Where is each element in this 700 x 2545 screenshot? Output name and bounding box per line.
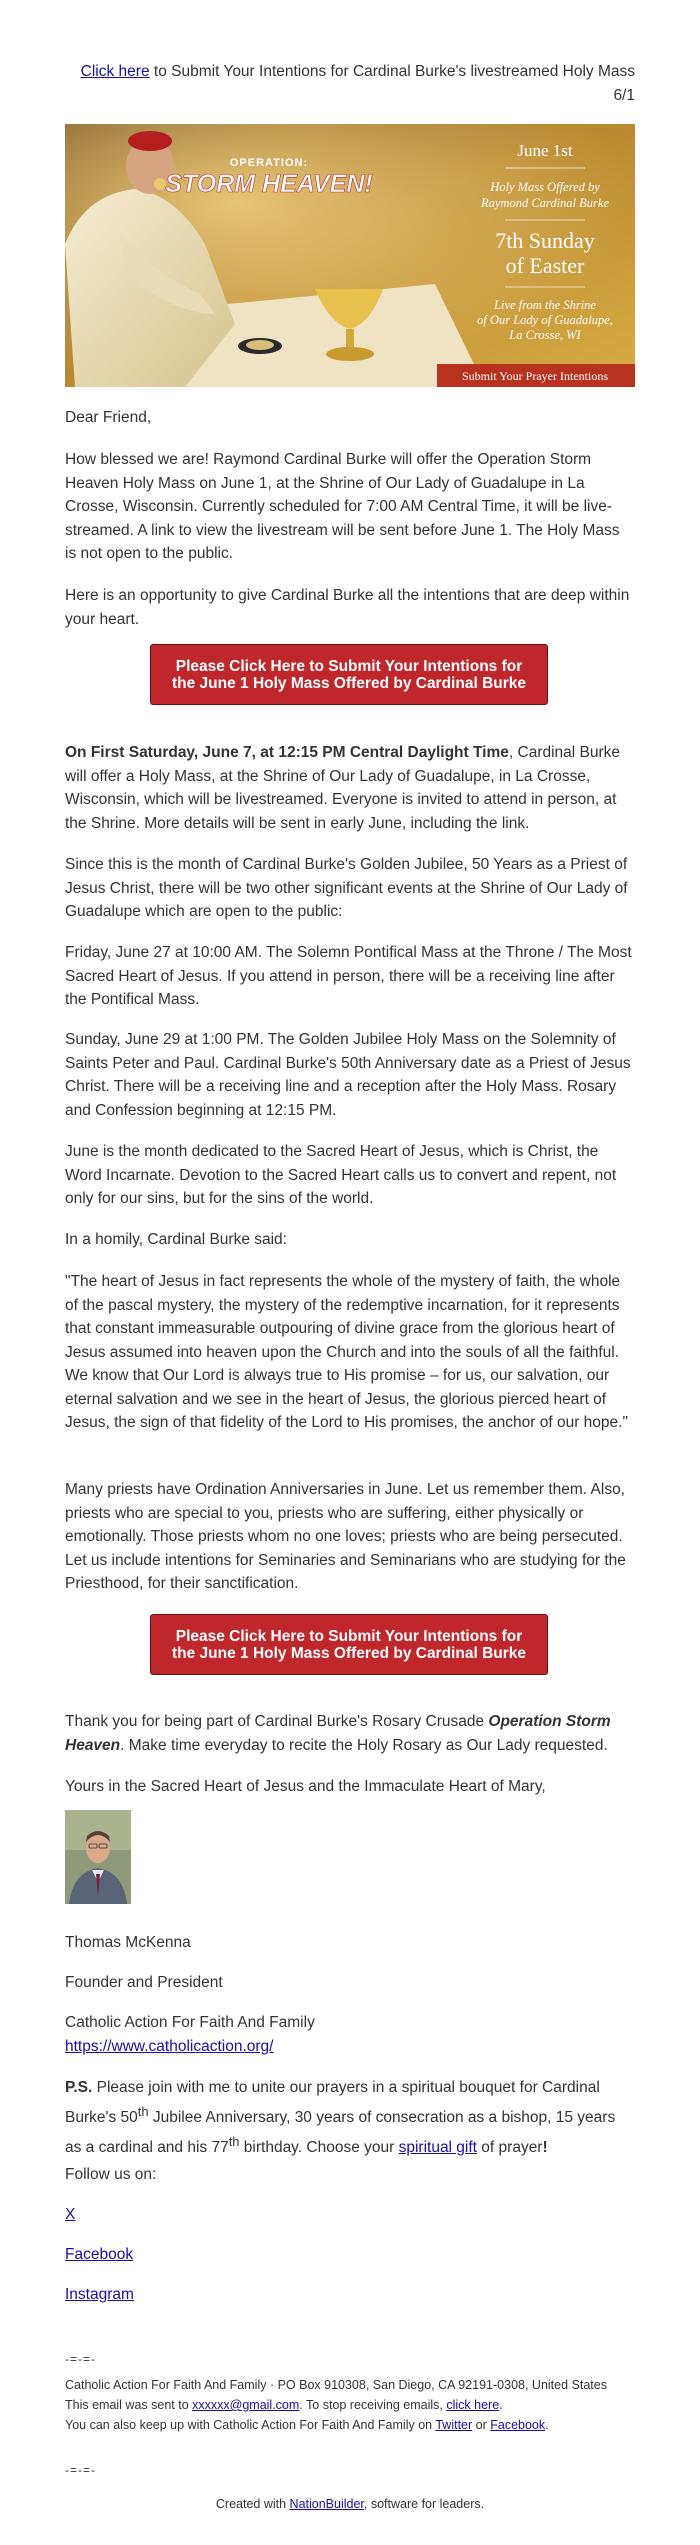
- banner-cta-text: Submit Your Prayer Intentions: [461, 369, 609, 383]
- x-link[interactable]: X: [65, 2206, 76, 2223]
- intro-line: [65, 60, 635, 108]
- avatar-photo: [65, 1810, 131, 1904]
- footer-or: or: [472, 2418, 491, 2432]
- banner-sunday-line2: of Easter: [505, 253, 585, 278]
- ps-sup-2: th: [228, 2134, 240, 2150]
- follow-us-label: Follow us on:: [65, 2166, 157, 2183]
- ps-text-2: Jubilee Anniversary, 30 years of consecration as a bishop, 15 years as a cardinal and his 77: [65, 2109, 616, 2157]
- paragraph-livestream: How blessed we are! Raymond Cardinal Burke will offer the Operation Storm Heaven Holy Mass on June 1, at the Shrine of Our Lady of Guadalupe in La Crosse, Wisconsin. Currently scheduled for 7:00 AM Central Time, it will be live-streamed. A link to view the livestream will be sent before June 1. The Holy Mass is not open to the public.: [65, 451, 620, 562]
- paragraph-sacred-heart: June is the month dedicated to the Sacred Heart of Jesus, which is Christ, the Word Incarnate. Devotion to the Sacred Heart calls us to convert and repent, not only for our sins, but for the sins of the world.: [65, 1143, 617, 1207]
- paragraph-opportunity: Here is an opportunity to give Cardinal Burke all the intentions that are deep within your heart.: [65, 587, 630, 628]
- banner-sunday-line1: 7th Sunday: [495, 228, 595, 253]
- banner-date: June 1st: [517, 141, 573, 160]
- footer-sent-end: .: [499, 2398, 503, 2412]
- banner-live-line3: La Crosse, WI: [509, 328, 581, 342]
- instagram-link[interactable]: Instagram: [65, 2286, 134, 2303]
- ps-sup-1: th: [137, 2104, 149, 2119]
- paragraph-closing: Yours in the Sacred Heart of Jesus and the Immaculate Heart of Mary,: [65, 1778, 546, 1795]
- submit-intentions-button-1[interactable]: Please Click Here to Submit Your Intentions for the June 1 Holy Mass Offered by Cardinal Burke: [150, 644, 548, 705]
- footer-credit: [0, 2497, 700, 2511]
- unsubscribe-link[interactable]: click here: [446, 2398, 500, 2412]
- paragraph-june-27: Friday, June 27 at 10:00 AM. The Solemn Pontifical Mass at the Throne / The Most Sacred Heart of Jesus. If you attend in person, there will be a receiving line after the Pontifical Mass.: [65, 944, 632, 1008]
- paragraph-golden-jubilee: Since this is the month of Cardinal Burke's Golden Jubilee, 50 Years as a Priest of Jesus Christ, there will be two other significant events at the Shrine of Our Lady of Guadalupe which are open to the public:: [65, 856, 628, 920]
- footer-keep-up-line: [65, 2415, 635, 2435]
- banner-holy-mass-line2: Raymond Cardinal Burke: [481, 196, 609, 210]
- spiritual-gift-link[interactable]: spiritual gift: [398, 2139, 477, 2157]
- footer-sent-pre: This email was sent to: [65, 2398, 193, 2412]
- postscript: [65, 2076, 635, 2160]
- nationbuilder-link[interactable]: NationBuilder: [289, 2497, 364, 2511]
- footer-separator-bottom: -=-=-: [65, 2463, 97, 2477]
- signature-org: Catholic Action For Faith And Family: [65, 2014, 315, 2031]
- follow-x-row: [65, 2203, 635, 2227]
- banner-live-line2: of Our Lady of Guadalupe,: [477, 313, 613, 327]
- paragraph-thank-you: [65, 1710, 635, 1757]
- credit-pre: Created with: [215, 2497, 290, 2511]
- signature-name: Thomas McKenna: [65, 1934, 191, 1951]
- paragraph-ordination: Many priests have Ordination Anniversaries in June. Let us remember them. Also, priests who are special to you, priests who are suffering, either physically or emotionally. Those priests whom no one loves; priests who are being persecuted. Let us include intentions for Seminaries and Seminarians who are studying for the Priesthood, for their sanctification.: [65, 1481, 626, 1592]
- signature-org-block: [65, 2011, 635, 2058]
- paragraph-homily-intro: In a homily, Cardinal Burke said:: [65, 1231, 287, 1248]
- signature-website-link[interactable]: https://www.catholicaction.org/: [65, 2037, 274, 2055]
- footer-address: Catholic Action For Faith And Family · PO Box 910308, San Diego, CA 92191-0308, United States: [65, 2378, 607, 2392]
- banner-holy-mass-line1: Holy Mass Offered by: [490, 180, 600, 194]
- follow-instagram-row: [65, 2283, 635, 2307]
- homily-quote: "The heart of Jesus in fact represents the whole of the mystery of faith, the whole of the pascal mystery, the mystery of the redemptive incarnation, for it represents that constant immeasurable outpouring of divine grace from the glorious heart of Jesus assumed into heaven upon the Church and into the souls of all the faithful. We know that Our Lord is always true to His promise – for us, our salvation, our eternal salvation and we see in the heart of Jesus, the glorious pierced heart of Jesus, the sign of that fidelity of the Lord to His promises, the anchor of our hope.": [65, 1273, 628, 1431]
- footer-sent-mid: . To stop receiving emails,: [299, 2398, 447, 2412]
- footer-email-link[interactable]: xxxxxx@gmail.com: [192, 2398, 300, 2412]
- footer-keep-pre: You can also keep up with Catholic Action For Faith And Family on: [65, 2418, 436, 2432]
- intro-click-here-link[interactable]: Click here: [80, 63, 150, 80]
- thank-you-text-end: . Make time everyday to recite the Holy Rosary as Our Lady requested.: [120, 1736, 608, 1754]
- first-saturday-heading: On First Saturday, June 7, at 12:15 PM Central Daylight Time: [65, 744, 509, 761]
- avatar: [65, 1810, 131, 1904]
- intro-text: to Submit Your Intentions for Cardinal Burke's livestreamed Holy Mass 6/1: [149, 63, 635, 104]
- footer-twitter-link[interactable]: Twitter: [435, 2418, 473, 2432]
- ps-text-4: of prayer: [477, 2139, 543, 2157]
- hero-banner-graphic: [65, 124, 635, 387]
- thank-you-text: Thank you for being part of Cardinal Burke's Rosary Crusade: [65, 1713, 489, 1730]
- banner-live-line1: Live from the Shrine: [494, 298, 596, 312]
- first-saturday-text: , Cardinal Burke will offer a Holy Mass, at the Shrine of Our Lady of Guadalupe, in La Crosse, Wisconsin, which will be livestreamed. Everyone is invited to attend in person, at the Shrine. More details will be sent in early June, including the link.: [65, 744, 621, 832]
- paragraph-first-saturday: [65, 741, 635, 835]
- banner-storm-heaven-text: STORM HEAVEN!: [165, 170, 373, 198]
- ps-text-3: birthday. Choose your: [239, 2139, 399, 2157]
- operation-storm-heaven-emphasis: Operation Storm Heaven: [65, 1713, 611, 1754]
- banner-operation-text: OPERATION:: [229, 157, 309, 169]
- hero-banner[interactable]: [65, 124, 635, 387]
- ps-text-1: Please join with me to unite our prayers in a spiritual bouquet for Cardinal Burke's 50: [65, 2079, 600, 2127]
- footer-sent-line: [65, 2395, 635, 2415]
- ps-label: P.S.: [65, 2079, 93, 2096]
- footer: [65, 2375, 635, 2435]
- follow-facebook-row: [65, 2243, 635, 2267]
- signature-title: Founder and President: [65, 1974, 223, 1991]
- ps-end: !: [542, 2139, 548, 2157]
- facebook-link[interactable]: Facebook: [65, 2246, 134, 2263]
- footer-keep-end: .: [545, 2418, 549, 2432]
- footer-separator-top: -=-=-: [65, 2352, 97, 2366]
- greeting: Dear Friend,: [65, 409, 152, 426]
- credit-post: , software for leaders.: [363, 2497, 485, 2511]
- submit-intentions-button-2[interactable]: Please Click Here to Submit Your Intentions for the June 1 Holy Mass Offered by Cardinal Burke: [150, 1614, 548, 1675]
- paragraph-june-29: Sunday, June 29 at 1:00 PM. The Golden Jubilee Holy Mass on the Solemnity of Saints Peter and Paul. Cardinal Burke's 50th Anniversary date as a Priest of Jesus Christ. There will be a receiving line and a reception after the Holy Mass. Rosary and Confession beginning at 12:15 PM.: [65, 1031, 631, 1119]
- footer-facebook-link[interactable]: Facebook: [490, 2418, 546, 2432]
